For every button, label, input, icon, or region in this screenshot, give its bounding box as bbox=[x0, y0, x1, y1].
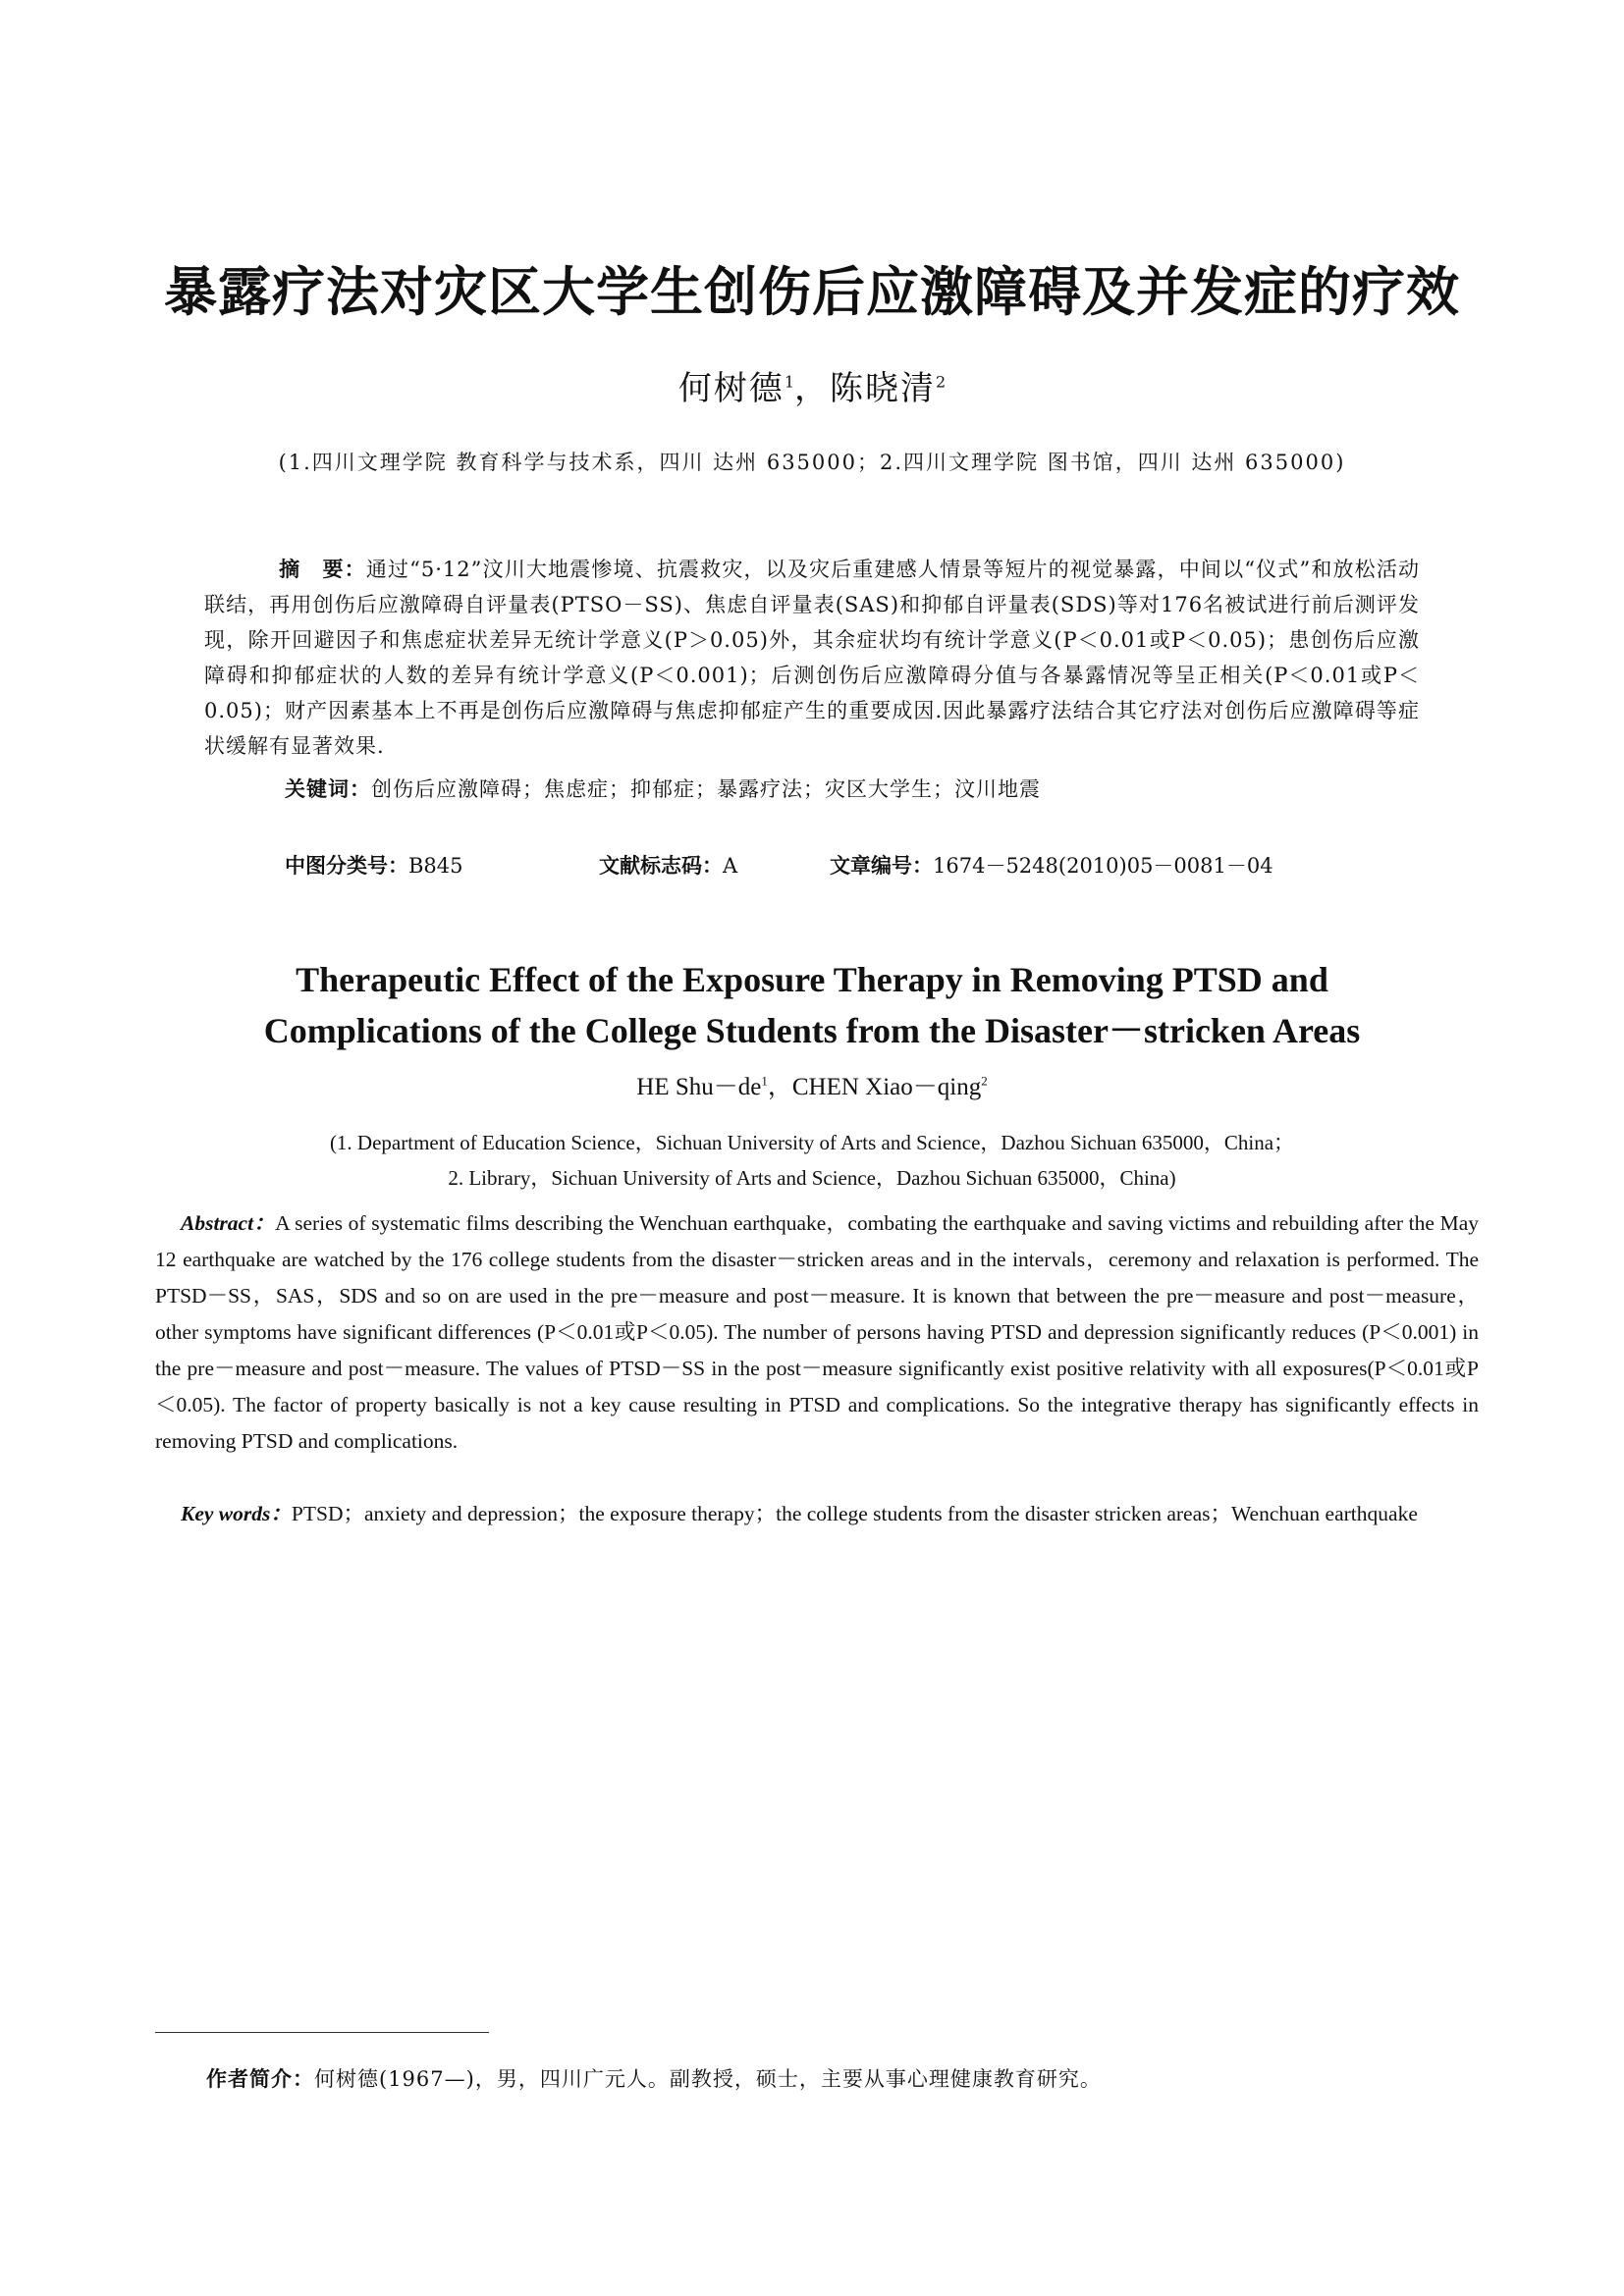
abstract-label-cn: 摘 要： bbox=[279, 558, 366, 581]
footnote-divider bbox=[155, 2032, 489, 2033]
keywords-text-en: PTSD；anxiety and depression；the exposure therapy；the college students from the disaster stricken areas；Wenchuan earthquake bbox=[291, 1502, 1418, 1525]
author-2-affil-marker: 2 bbox=[936, 372, 947, 392]
author-en-separator: ， bbox=[767, 1074, 792, 1100]
keywords-text-cn: 创伤后应激障碍；焦虑症；抑郁症；暴露疗法；灾区大学生；汶川地震 bbox=[371, 777, 1041, 801]
author-2-en: CHEN Xiao－qing bbox=[791, 1074, 982, 1100]
authors-chinese bbox=[0, 361, 1624, 409]
affiliation-chinese: (1.四川文理学院 教育科学与技术系，四川 达州 635000；2.四川文理学院 图书馆，四川 达州 635000) bbox=[278, 451, 1346, 474]
abstract-english bbox=[155, 1205, 1479, 1460]
affiliation-en-line-1: (1. Department of Education Science，Sichuan University of Arts and Science，Dazhou Sichuan 635000，China； bbox=[329, 1131, 1295, 1154]
abstract-chinese bbox=[204, 552, 1420, 764]
title-en-line-1: Therapeutic Effect of the Exposure Therapy in Removing PTSD and bbox=[296, 960, 1328, 999]
clc-number: 中图分类号：B845 bbox=[285, 854, 463, 878]
abstract-text-en: A series of systematic films describing the Wenchuan earthquake，combating the earthquake and saving victims and rebuilding after the May 12 earthquake are watched by the 176 college students from the disaster－stricken areas and in the intervals，ceremony and relaxation is performed. The PTSD－SS，SAS，SDS and so on are used in the pre－measure and post－measure. It is known that between the pre－measure and post－measure，other symptoms have significant differences (P＜0.01或P＜0.05). The number of persons having PTSD and depression significantly reduces (P＜0.001) in the pre－measure and post－measure. The values of PTSD－SS in the post－measure significantly exist positive relativity with all exposures(P＜0.01或P＜0.05). The factor of property basically is not a key cause resulting in PTSD and complications. So the integrative therapy has significantly effects in removing PTSD and complications. bbox=[155, 1211, 1479, 1453]
keywords-label-cn: 关键词： bbox=[285, 777, 371, 801]
title-en-line-2: Complications of the College Students from the Disaster－stricken Areas bbox=[263, 1011, 1361, 1050]
abstract-text-cn: 通过“5·12”汶川大地震惨境、抗震救灾，以及灾后重建感人情景等短片的视觉暴露，中间以“仪式”和放松活动联结，再用创伤后应激障碍自评量表(PTSO－SS)、焦虑自评量表(SAS)和抑郁自评量表(SDS)等对176名被试进行前后测评发现，除开回避因子和焦虑症状差异无统计学意义(P＞0.05)外，其余症状均有统计学意义(P＜0.01或P＜0.05)；患创伤后应激障碍和抑郁症状的人数的差异有统计学意义(P＜0.001)；后测创伤后应激障碍分值与各暴露情况等呈正相关(P＜0.01或P＜0.05)；财产因素基本上不再是创伤后应激障碍与焦虑抑郁症产生的重要成因.因此暴露疗法结合其它疗法对创伤后应激障碍等症状缓解有显著效果. bbox=[204, 558, 1421, 758]
author-1-cn: 何树德 bbox=[677, 369, 785, 408]
author-1-affil-marker: 1 bbox=[784, 372, 794, 392]
keywords-label-en: Key words： bbox=[181, 1502, 292, 1525]
footnote-text: 何树德(1967—)，男，四川广元人。副教授，硕士，主要从事心理健康教育研究。 bbox=[314, 2067, 1102, 2091]
authors-english bbox=[0, 1067, 1624, 1102]
abstract-label-en: Abstract： bbox=[181, 1211, 276, 1235]
author-separator: ， bbox=[794, 369, 830, 408]
keywords-chinese bbox=[285, 772, 1414, 807]
paper-title-chinese: 暴露疗法对灾区大学生创伤后应激障碍及并发症的疗效 bbox=[164, 261, 1460, 323]
paper-title-english bbox=[0, 954, 1624, 1056]
footnote-label: 作者简介： bbox=[206, 2067, 314, 2091]
affiliation-en-line-2: 2. Library，Sichuan University of Arts and Science，Dazhou Sichuan 635000，China) bbox=[448, 1166, 1176, 1190]
author-1-en: HE Shu－de bbox=[636, 1074, 762, 1100]
affiliation-english bbox=[0, 1125, 1624, 1196]
author-bio-footnote bbox=[206, 2063, 1434, 2093]
author-2-en-affil-marker: 2 bbox=[981, 1073, 988, 1089]
author-1-en-affil-marker: 1 bbox=[761, 1073, 768, 1089]
keywords-english bbox=[155, 1496, 1479, 1532]
author-2-cn: 陈晓清 bbox=[830, 369, 936, 408]
document-code: 文献标志码：A bbox=[599, 854, 738, 878]
article-number: 文章编号：1674－5248(2010)05－0081－04 bbox=[830, 854, 1273, 878]
